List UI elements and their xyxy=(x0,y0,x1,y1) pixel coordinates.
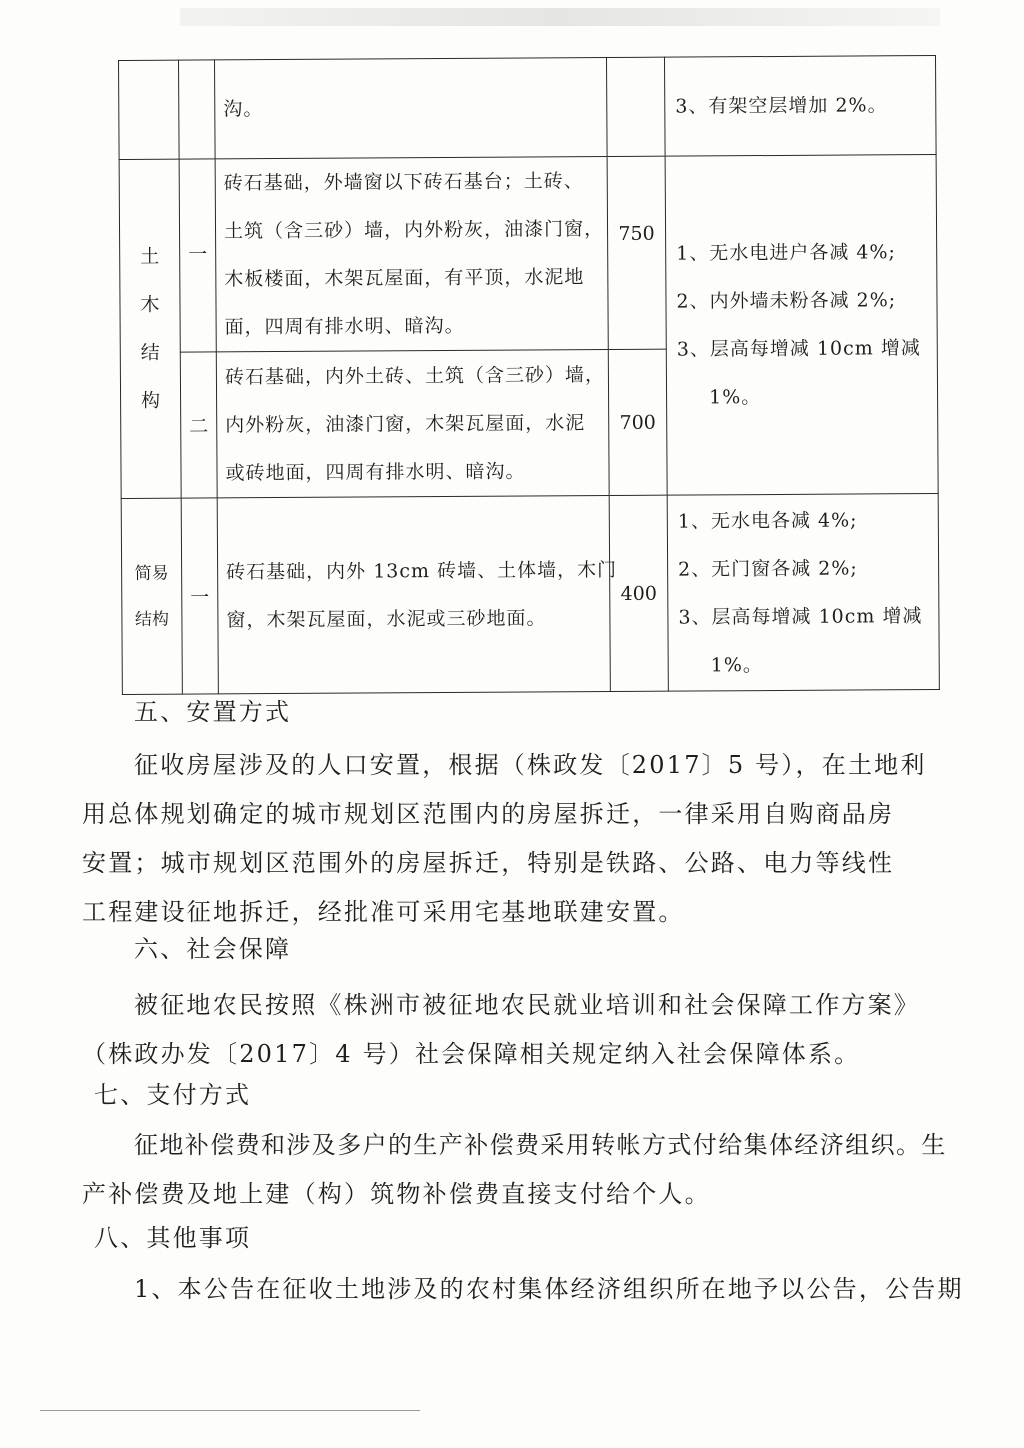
grade-cell: 二 xyxy=(180,352,217,498)
section-heading: 七、支付方式 xyxy=(94,1081,252,1109)
grade-cell: 一 xyxy=(181,498,218,694)
body-line: 安置；城市规划区范围外的房屋拆迁，特别是铁路、公路、电力等线性 xyxy=(82,849,895,877)
table-row xyxy=(119,56,937,160)
scan-edge-line xyxy=(40,1410,420,1411)
body-line: 1、本公告在征收土地涉及的农村集体经济组织所在地予以公告，公告期 xyxy=(134,1275,964,1303)
scan-smudge xyxy=(180,8,940,26)
body-line: 征地补偿费和涉及多户的生产补偿费采用转帐方式付给集体经济组织。生 xyxy=(134,1131,947,1159)
body-line: 工程建设征地拆迁，经批准可采用宅基地联建安置。 xyxy=(82,898,685,926)
cell-text: 3、有架空层增加 2%。 xyxy=(675,94,888,118)
body-line: 用总体规划确定的城市规划区范围内的房屋拆迁，一律采用自购商品房 xyxy=(82,800,895,828)
cell-text: 沟。 xyxy=(223,98,264,121)
notes-cell: 1、无水电各减 4%; 2、无门窗各减 2%; 3、层高每增减 10cm 增减 1%。 xyxy=(667,493,939,691)
price-cell: 700 xyxy=(608,349,667,495)
table-row xyxy=(121,493,939,694)
notes-cell: 1、无水电进户各减 4%; 2、内外墙未粉各减 2%; 3、层高每增减 10cm 增减 1%。 xyxy=(665,155,938,496)
grade-cell: 一 xyxy=(179,159,216,352)
section-heading: 六、社会保障 xyxy=(134,935,292,963)
description-cell: 砖石基础，内外 13cm 砖墙、土体墙，木门 窗，木架瓦屋面，水泥或三砂地面。 xyxy=(217,496,610,694)
body-line: 被征地农民按照《株洲市被征地农民就业培训和社会保障工作方案》 xyxy=(134,991,920,1019)
body-line: （株政办发〔2017〕4 号）社会保障相关规定纳入社会保障体系。 xyxy=(82,1040,861,1068)
section-heading: 八、其他事项 xyxy=(94,1224,252,1252)
category-simple: 简易 结构 xyxy=(121,498,182,694)
description-cell: 砖石基础，内外土砖、土筑（含三砂）墙， 内外粉灰，油漆门窗，木架瓦屋面，水泥 或砖地面，四周有排水明、暗沟。 xyxy=(216,350,609,498)
description-cell: 砖石基础，外墙窗以下砖石基台；土砖、 土筑（含三砂）墙，内外粉灰，油漆门窗， 木板楼面，木架瓦屋面，有平顶，水泥地 面，四周有排水明、暗沟。 xyxy=(215,157,608,352)
table-row xyxy=(119,155,937,353)
body-line: 产补偿费及地上建（构）筑物补偿费直接支付给个人。 xyxy=(82,1180,711,1208)
body-line: 征收房屋涉及的人口安置，根据（株政发〔2017〕5 号），在土地利 xyxy=(134,751,927,779)
category-earth-wood: 土 木 结 构 xyxy=(119,159,181,498)
compensation-table xyxy=(118,55,940,695)
section-heading: 五、安置方式 xyxy=(134,698,292,726)
price-cell: 750 xyxy=(607,156,666,349)
price-cell: 400 xyxy=(609,495,668,691)
